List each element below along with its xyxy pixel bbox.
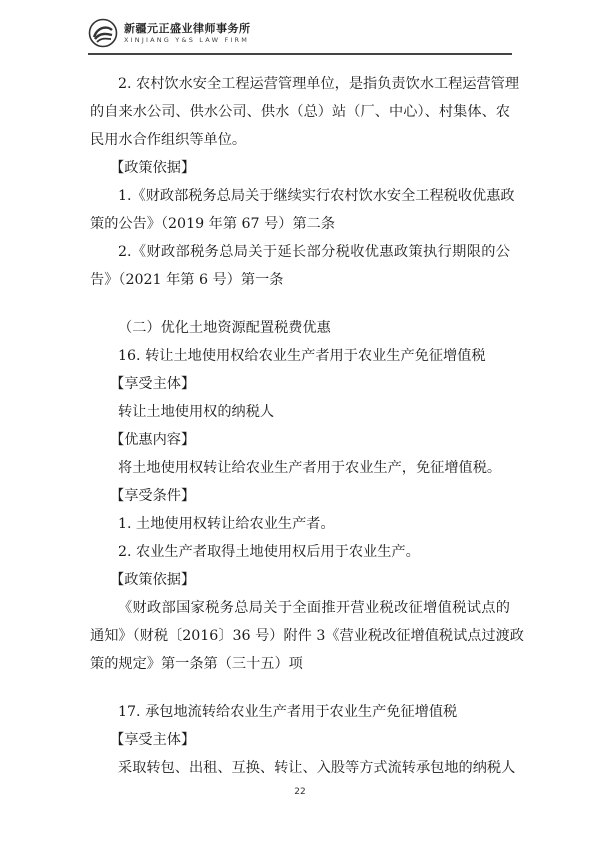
- section-label: 【享受条件】: [110, 488, 196, 504]
- section-heading: （二）优化土地资源配置税费优惠: [118, 320, 331, 336]
- text-line: 民用水合作组织等单位。: [90, 132, 247, 148]
- text-line: 2. 农村饮水安全工程运营管理单位，是指负责饮水工程运营管理: [118, 76, 520, 92]
- text-line: 《财政部国家税务总局关于全面推开营业税改征增值税试点的: [118, 600, 510, 616]
- text-line: 将土地使用权转让给农业生产者用于农业生产，免征增值税。: [118, 460, 502, 476]
- text-line: 的自来水公司、供水公司、供水（总）站（厂、中心）、村集体、农: [90, 104, 510, 120]
- text-line: 通知》（财税〔2016〕36 号）附件 3《营业税改征增值税试点过渡政: [90, 628, 524, 644]
- text-line: 转让土地使用权的纳税人: [118, 404, 275, 420]
- item-heading: 17. 承包地流转给农业生产者用于农业生产免征增值税: [118, 704, 458, 720]
- firm-name-english: XINJIANG Y&S LAW FIRM: [124, 36, 250, 44]
- section-label: 【享受主体】: [110, 732, 196, 748]
- text-line: 策的公告》（2019 年第 67 号）第二条: [90, 216, 336, 232]
- section-label: 【政策依据】: [110, 572, 196, 588]
- item-heading: 16. 转让土地使用权给农业生产者用于农业生产免征增值税: [118, 348, 486, 364]
- text-line: 1.《财政部税务总局关于继续实行农村饮水安全工程税收优惠政: [118, 188, 515, 204]
- firm-name-chinese: 新疆元正盛业律师事务所: [124, 22, 251, 35]
- section-label: 【政策依据】: [110, 160, 196, 176]
- text-line: 告》（2021 年第 6 号）第一条: [90, 272, 284, 288]
- section-label: 【优惠内容】: [110, 432, 196, 448]
- text-line: 2.《财政部税务总局关于延长部分税收优惠政策执行期限的公: [118, 244, 510, 260]
- text-line: 2. 农业生产者取得土地使用权后用于农业生产。: [118, 544, 420, 560]
- text-line: 1. 土地使用权转让给农业生产者。: [118, 516, 335, 532]
- text-line: 策的规定》第一条第（三十五）项: [90, 656, 303, 672]
- page-number: 22: [294, 787, 306, 797]
- text-line: 采取转包、出租、互换、转让、入股等方式流转承包地的纳税人: [118, 760, 516, 776]
- section-label: 【享受主体】: [110, 376, 196, 392]
